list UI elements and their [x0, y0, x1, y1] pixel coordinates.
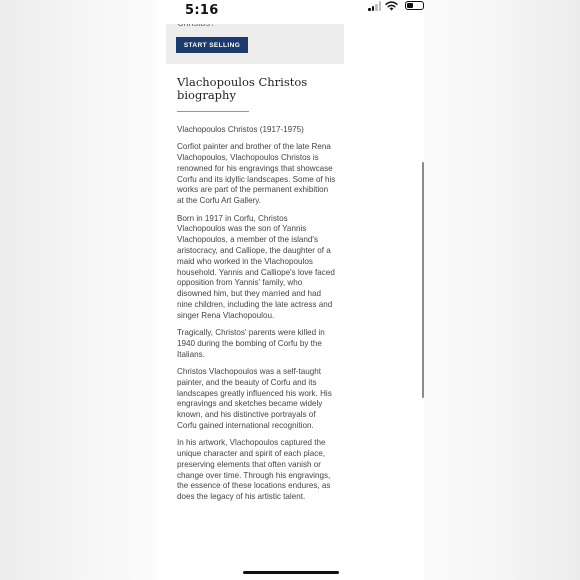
- battery-icon: [405, 1, 424, 10]
- biography-paragraph: Corfiot painter and brother of the late Rena Vlachopoulos, Vlachopoulos Christos is renowned for his engravings that showcase Corfu and its idyllic landscapes. Some of his works are part of the permanent exhibition at the Corfu Art Gallery.: [177, 142, 336, 206]
- battery-level: [407, 3, 413, 8]
- biography-dates: Vlachopoulos Christos (1917-1975): [177, 125, 304, 134]
- wifi-icon: [385, 0, 398, 11]
- home-indicator[interactable]: [243, 571, 339, 574]
- screenshot-background-right: [424, 0, 580, 580]
- title-underline: [177, 111, 249, 112]
- biography-section: [177, 76, 337, 510]
- biography-title: Vlachopoulos Christos biography: [177, 75, 308, 102]
- biography-paragraph: Born in 1917 in Corfu, Christos Vlachopoulos was the son of Yannis Vlachopoulos, a member of the island's aristocracy, and Calliope, the daughter of a maid who worked in the Vlachopoulos household. Yannis and Calliope's love faced opposition from Yannis' family, who disowned him, but they married and had nine children, including the late actress and singer Rena Vlachopoulou.: [177, 213, 335, 320]
- sell-cta-box: [166, 24, 344, 64]
- status-time: 5:16: [185, 3, 219, 18]
- biography-paragraph: Tragically, Christos' parents were killed in 1940 during the bombing of Corfu by the Italians.: [177, 328, 325, 359]
- phone-screen: [156, 0, 424, 580]
- biography-paragraph: In his artwork, Vlachopoulos captured the unique character and spirit of each place, preserving elements that often vanish or change over time. Through his engravings, the essence of these locations endures, as does the legacy of his artistic talent.: [177, 438, 331, 502]
- screenshot-background-left: [0, 0, 156, 580]
- cellular-signal-icon: [368, 1, 382, 11]
- biography-body: [177, 125, 337, 503]
- scrollbar[interactable]: [422, 162, 424, 398]
- start-selling-button[interactable]: START SELLING: [176, 37, 248, 53]
- biography-paragraph: Christos Vlachopoulos was a self-taught painter, and the beauty of Corfu and its landscapes greatly influenced his work. His engravings and sketches became widely known, and his distinctive portrayals of Corfu gained international recognition.: [177, 366, 332, 430]
- status-bar: [156, 0, 424, 24]
